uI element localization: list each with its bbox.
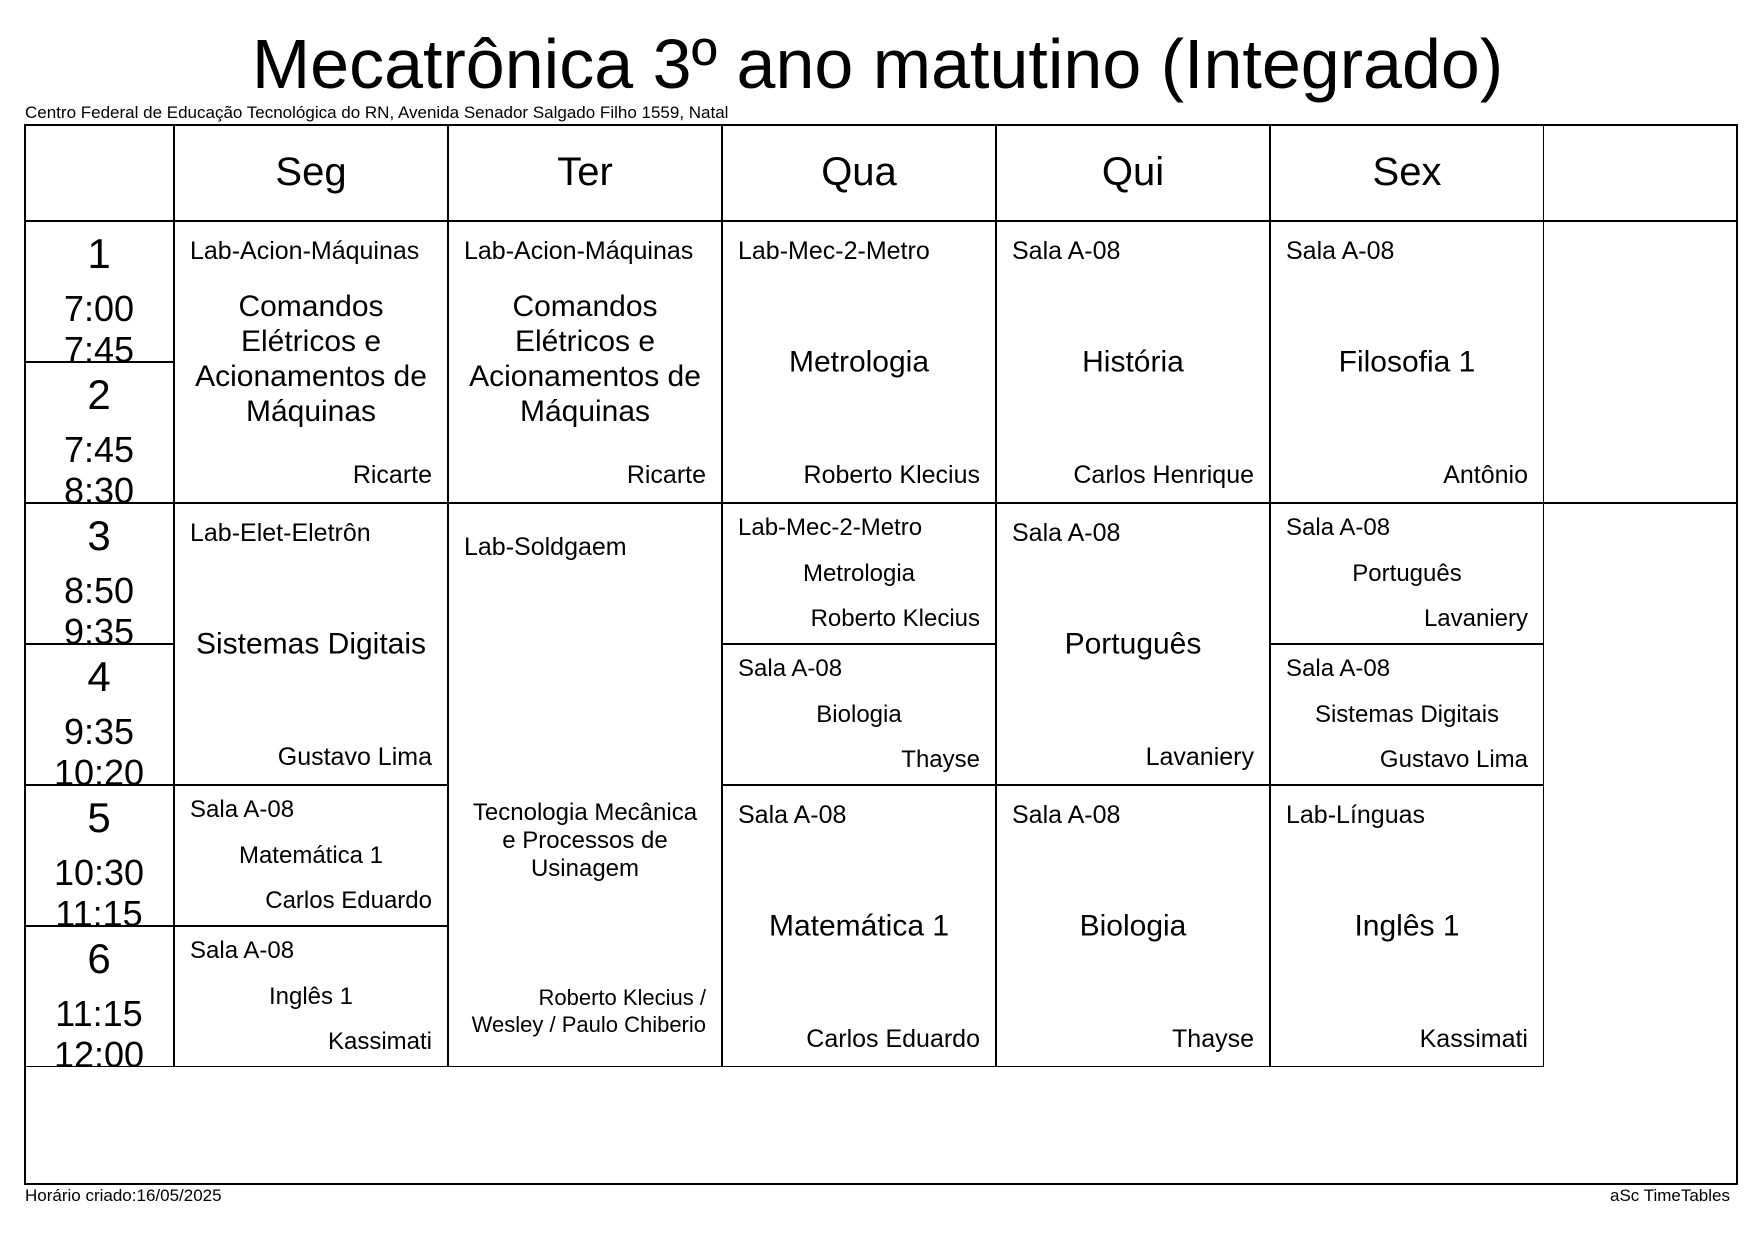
period-number: 4	[87, 653, 111, 700]
timetable-grid	[24, 124, 1738, 1185]
lesson-room: Lab-Línguas	[1286, 801, 1426, 829]
lesson-teacher: Roberto Klecius	[810, 605, 980, 632]
period-number: 5	[87, 794, 111, 841]
lesson-subject: Matemática 1	[768, 909, 950, 943]
lesson-teacher: Roberto Klecius	[803, 461, 980, 489]
period-start-time: 10:30	[53, 852, 145, 893]
lesson-card[interactable]	[1270, 221, 1544, 503]
lesson-room: Sala A-08	[1012, 801, 1121, 829]
period-start-time: 9:35	[63, 711, 135, 752]
lesson-subject: Sistemas Digitais	[195, 627, 427, 661]
day-header: Qui	[996, 124, 1270, 221]
lesson-room: Sala A-08	[1286, 655, 1391, 682]
period-cell	[24, 785, 174, 926]
lesson-subject: Metrologia	[788, 345, 930, 379]
lesson-card[interactable]	[722, 785, 996, 1067]
period-number: 6	[87, 935, 111, 982]
lesson-room: Lab-Soldgaem	[464, 533, 627, 561]
lesson-teacher: Lavaniery	[1145, 743, 1254, 771]
corner-cell	[24, 124, 174, 221]
lesson-teacher: Kassimati	[327, 1028, 432, 1055]
thick-divider	[24, 220, 1738, 222]
lesson-card[interactable]	[722, 503, 996, 644]
lesson-subject: Português	[1064, 627, 1202, 661]
period-end-time: 7:45	[63, 329, 135, 362]
period-start-time: 11:15	[55, 993, 143, 1034]
lesson-card[interactable]	[722, 221, 996, 503]
lesson-teacher: Carlos Henrique	[1073, 461, 1254, 489]
lesson-card[interactable]	[1270, 503, 1544, 644]
lesson-subject: Comandos Elétricos e Acionamentos de Máquinas	[195, 290, 427, 429]
lesson-teacher: Gustavo Lima	[277, 743, 432, 771]
lesson-teacher: Lavaniery	[1423, 605, 1528, 632]
lesson-card[interactable]	[448, 503, 722, 1067]
period-start-time: 8:50	[63, 570, 135, 611]
lesson-teacher: Thayse	[1172, 1025, 1254, 1053]
page-title: Mecatrônica 3º ano matutino (Integrado)	[251, 25, 1504, 103]
lesson-room: Sala A-08	[1012, 237, 1121, 265]
period-cell	[24, 362, 174, 503]
lesson-teacher: Ricarte	[352, 461, 432, 489]
lesson-subject: Matemática 1	[238, 841, 384, 869]
period-start-time: 7:45	[63, 429, 135, 470]
lesson-teacher: Kassimati	[1419, 1025, 1528, 1053]
lesson-card[interactable]	[1270, 785, 1544, 1067]
period-cell	[24, 644, 174, 785]
lesson-teacher: Carlos Eduardo	[265, 887, 432, 914]
lesson-subject: Biologia	[816, 700, 902, 728]
lesson-room: Sala A-08	[190, 796, 295, 823]
lesson-room: Lab-Acion-Máquinas	[464, 237, 694, 265]
lesson-room: Sala A-08	[738, 801, 847, 829]
lesson-teacher: Antônio	[1443, 461, 1528, 489]
lesson-card[interactable]	[174, 221, 448, 503]
lesson-room: Sala A-08	[190, 937, 295, 964]
lesson-teacher: Ricarte	[626, 461, 706, 489]
school-address: Centro Federal de Educação Tecnológica do RN, Avenida Senador Salgado Filho 1559, Natal	[25, 103, 729, 122]
created-date: Horário criado:16/05/2025	[25, 1186, 222, 1205]
day-header: Ter	[448, 124, 722, 221]
lesson-subject: Biologia	[1079, 909, 1187, 943]
lesson-teacher: Gustavo Lima	[1379, 746, 1528, 773]
lesson-room: Lab-Mec-2-Metro	[738, 237, 930, 265]
lesson-card[interactable]	[996, 221, 1270, 503]
day-header: Seg	[174, 124, 448, 221]
lesson-teacher: Roberto Klecius / Wesley / Paulo Chiberio	[471, 985, 706, 1037]
lesson-subject: Metrologia	[802, 559, 916, 587]
lesson-room: Lab-Acion-Máquinas	[190, 237, 420, 265]
period-number: 2	[87, 371, 111, 418]
lesson-card[interactable]	[174, 926, 448, 1067]
day-header: Sex	[1270, 124, 1544, 221]
lesson-room: Sala A-08	[1286, 237, 1395, 265]
lesson-card[interactable]	[722, 644, 996, 785]
period-start-time: 7:00	[63, 288, 135, 329]
lesson-room: Sala A-08	[738, 655, 843, 682]
thick-divider	[24, 502, 1738, 504]
period-cell	[24, 926, 174, 1067]
lesson-card[interactable]	[996, 785, 1270, 1067]
lesson-subject: Tecnologia Mecânica e Processos de Usinagem	[472, 799, 698, 883]
period-end-time: 8:30	[63, 470, 135, 503]
period-end-time: 11:15	[55, 893, 143, 926]
period-end-time: 12:00	[53, 1034, 145, 1067]
period-number: 1	[87, 230, 111, 277]
period-end-time: 10:20	[53, 752, 145, 785]
lesson-subject: Inglês 1	[268, 982, 354, 1010]
lesson-subject: História	[1082, 345, 1184, 379]
day-header: Qua	[722, 124, 996, 221]
lesson-subject: Sistemas Digitais	[1314, 700, 1500, 728]
period-cell	[24, 503, 174, 644]
lesson-subject: Inglês 1	[1354, 909, 1460, 943]
lesson-card[interactable]	[448, 221, 722, 503]
lesson-room: Lab-Elet-Eletrôn	[190, 519, 371, 547]
lesson-teacher: Thayse	[901, 746, 980, 773]
lesson-room: Lab-Mec-2-Metro	[738, 514, 923, 541]
software-credit: aSc TimeTables	[1610, 1186, 1730, 1205]
lesson-card[interactable]	[174, 785, 448, 926]
lesson-subject: Filosofia 1	[1338, 345, 1476, 379]
lesson-card[interactable]	[1270, 644, 1544, 785]
lesson-room: Sala A-08	[1286, 514, 1391, 541]
lesson-subject: Comandos Elétricos e Acionamentos de Máquinas	[469, 290, 701, 429]
period-cell	[24, 221, 174, 362]
lesson-subject: Português	[1352, 559, 1462, 587]
period-number: 3	[87, 512, 111, 559]
period-end-time: 9:35	[63, 611, 135, 644]
lesson-card[interactable]	[996, 503, 1270, 785]
lesson-room: Sala A-08	[1012, 519, 1121, 547]
lesson-card[interactable]	[174, 503, 448, 785]
lesson-teacher: Carlos Eduardo	[806, 1025, 980, 1053]
